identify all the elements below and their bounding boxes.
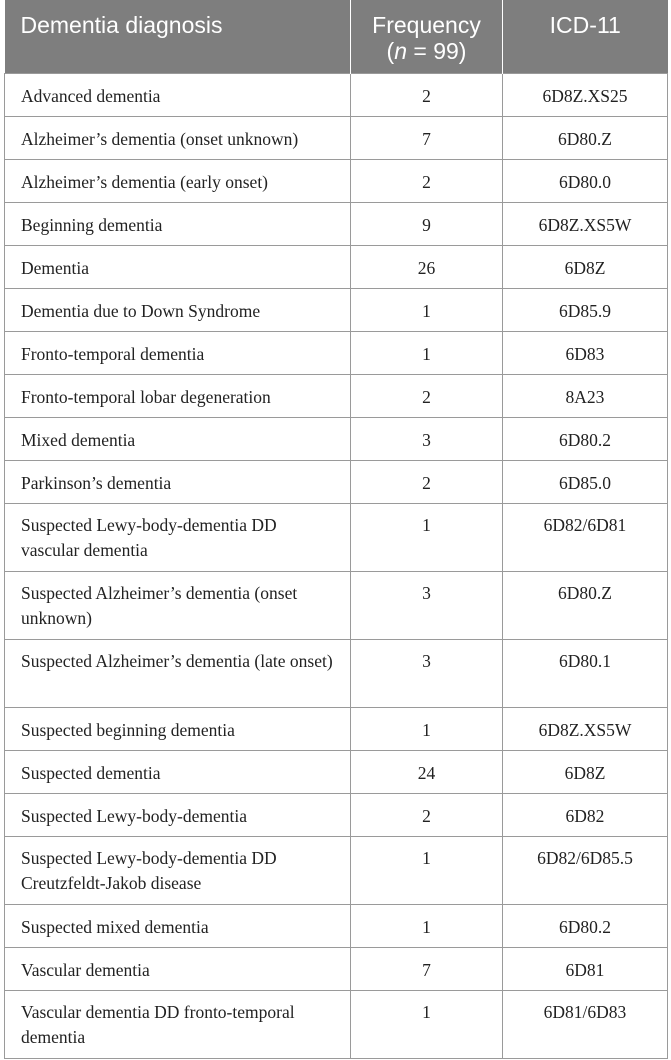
diagnosis-cell: Suspected Alzheimer’s dementia (onset unknown) (5, 571, 351, 639)
table-row (5, 73, 668, 116)
header-row (5, 0, 668, 73)
frequency-cell: 2 (351, 73, 503, 116)
icd-code-cell: 6D82/6D81 (503, 503, 668, 571)
table-header (5, 0, 668, 73)
diagnosis-cell: Dementia due to Down Syndrome (5, 288, 351, 331)
table-body (5, 73, 668, 1058)
diagnosis-cell: Suspected mixed dementia (5, 904, 351, 947)
table-row (5, 904, 668, 947)
icd-code-cell: 6D85.0 (503, 460, 668, 503)
diagnosis-cell: Parkinson’s dementia (5, 460, 351, 503)
diagnosis-cell: Suspected Alzheimer’s dementia (late onset) (5, 639, 351, 707)
frequency-cell: 2 (351, 793, 503, 836)
table-row (5, 245, 668, 288)
frequency-cell: 1 (351, 331, 503, 374)
frequency-cell: 7 (351, 947, 503, 990)
diagnosis-cell: Suspected Lewy-body-dementia DD vascular dementia (5, 503, 351, 571)
table-row (5, 571, 668, 639)
frequency-cell: 1 (351, 707, 503, 750)
table-row (5, 331, 668, 374)
table-row (5, 374, 668, 417)
table-row (5, 639, 668, 707)
table-row (5, 202, 668, 245)
frequency-cell: 2 (351, 460, 503, 503)
header-dementia-diagnosis: Dementia diagnosis (20, 12, 223, 38)
table-row (5, 159, 668, 202)
icd-code-cell: 6D81 (503, 947, 668, 990)
icd-code-cell: 6D82 (503, 793, 668, 836)
header-frequency-n-total: = 99) (407, 38, 467, 64)
icd-code-cell: 6D80.2 (503, 904, 668, 947)
header-frequency-label: Frequency (372, 12, 481, 38)
table-row (5, 836, 668, 904)
diagnosis-cell: Suspected Lewy-body-dementia (5, 793, 351, 836)
icd-code-cell: 6D8Z (503, 750, 668, 793)
frequency-cell: 24 (351, 750, 503, 793)
frequency-cell: 2 (351, 159, 503, 202)
header-frequency (351, 0, 503, 73)
diagnosis-cell: Fronto-temporal dementia (5, 331, 351, 374)
icd-code-cell: 8A23 (503, 374, 668, 417)
table-row (5, 750, 668, 793)
diagnosis-cell: Vascular dementia DD fronto-temporal dementia (5, 990, 351, 1058)
table-row (5, 707, 668, 750)
frequency-cell: 26 (351, 245, 503, 288)
diagnosis-cell: Suspected Lewy-body-dementia DD Creutzfeldt-Jakob disease (5, 836, 351, 904)
icd-code-cell: 6D81/6D83 (503, 990, 668, 1058)
icd-code-cell: 6D80.0 (503, 159, 668, 202)
icd-code-cell: 6D8Z.XS5W (503, 202, 668, 245)
table-row (5, 793, 668, 836)
frequency-cell: 1 (351, 503, 503, 571)
frequency-cell: 7 (351, 116, 503, 159)
table-row (5, 460, 668, 503)
diagnosis-cell: Advanced dementia (5, 73, 351, 116)
frequency-cell: 1 (351, 836, 503, 904)
diagnosis-cell: Suspected dementia (5, 750, 351, 793)
dementia-diagnosis-table (4, 0, 668, 1059)
diagnosis-cell: Beginning dementia (5, 202, 351, 245)
icd-code-cell: 6D8Z.XS5W (503, 707, 668, 750)
header-frequency-n-var: n (394, 38, 407, 64)
icd-code-cell: 6D80.1 (503, 639, 668, 707)
header-frequency-n-open: ( (386, 38, 395, 64)
table-row (5, 990, 668, 1058)
icd-code-cell: 6D83 (503, 331, 668, 374)
table-row (5, 417, 668, 460)
table-row (5, 288, 668, 331)
diagnosis-cell: Mixed dementia (5, 417, 351, 460)
diagnosis-cell: Dementia (5, 245, 351, 288)
frequency-cell: 1 (351, 904, 503, 947)
diagnosis-cell: Fronto-temporal lobar degeneration (5, 374, 351, 417)
icd-code-cell: 6D8Z.XS25 (503, 73, 668, 116)
frequency-cell: 1 (351, 990, 503, 1058)
diagnosis-cell: Vascular dementia (5, 947, 351, 990)
frequency-cell: 3 (351, 571, 503, 639)
diagnosis-cell: Alzheimer’s dementia (onset unknown) (5, 116, 351, 159)
frequency-cell: 1 (351, 288, 503, 331)
icd-code-cell: 6D80.2 (503, 417, 668, 460)
icd-code-cell: 6D82/6D85.5 (503, 836, 668, 904)
icd-code-cell: 6D80.Z (503, 571, 668, 639)
table-row (5, 503, 668, 571)
table-row (5, 116, 668, 159)
frequency-cell: 3 (351, 639, 503, 707)
icd-code-cell: 6D85.9 (503, 288, 668, 331)
frequency-cell: 3 (351, 417, 503, 460)
frequency-cell: 9 (351, 202, 503, 245)
diagnosis-cell: Suspected beginning dementia (5, 707, 351, 750)
frequency-cell: 2 (351, 374, 503, 417)
icd-code-cell: 6D80.Z (503, 116, 668, 159)
table-row (5, 947, 668, 990)
icd-code-cell: 6D8Z (503, 245, 668, 288)
header-icd-11: ICD-11 (503, 0, 668, 73)
diagnosis-cell: Alzheimer’s dementia (early onset) (5, 159, 351, 202)
